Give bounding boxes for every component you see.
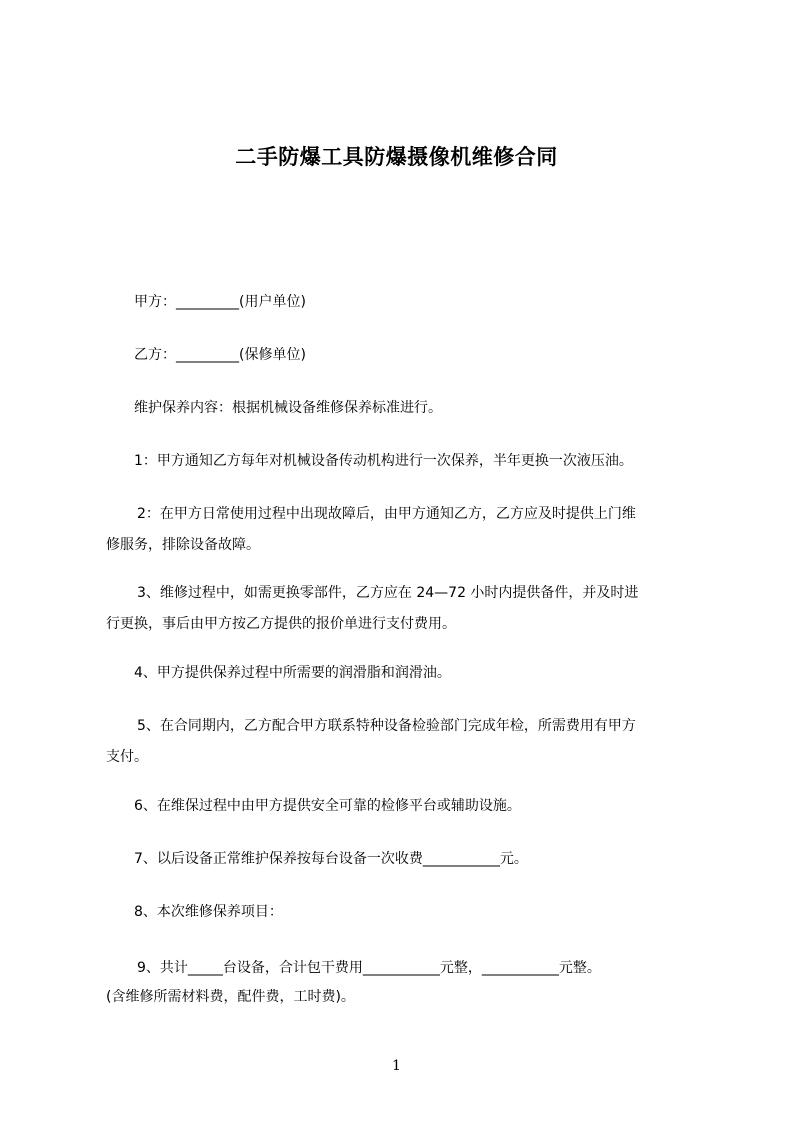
clause-1: 1：甲方通知乙方每年对机械设备传动机构进行一次保养，半年更换一次液压油。: [134, 453, 633, 469]
page-number: 1: [392, 1058, 401, 1074]
clause-9-line-2: (含维修所需材料费，配件费，工时费)。: [106, 989, 355, 1005]
clause-3-line-2: 行更换，事后由甲方按乙方提供的报价单进行支付费用。: [106, 616, 456, 632]
clause-4: 4、甲方提供保养过程中所需要的润滑脂和润滑油。: [134, 665, 451, 681]
clause-5-line-2: 支付。: [106, 749, 148, 765]
maintenance-scope: 维护保养内容：根据机械设备维修保养标准进行。: [134, 400, 442, 416]
party-a-line: 甲方：_________(用户单位): [134, 294, 306, 310]
clause-7: 7、以后设备正常维护保养按每台设备一次收费___________元。: [134, 851, 528, 867]
party-b-line: 乙方：_________(保修单位): [134, 347, 306, 363]
clause-3-line-1: 3、维修过程中，如需更换零部件，乙方应在 24—72 小时内提供备件，并及时进: [137, 585, 639, 601]
clause-8: 8、本次维修保养项目：: [134, 904, 283, 920]
clause-6: 6、在维保过程中由甲方提供安全可靠的检修平台或辅助设施。: [134, 798, 521, 814]
clause-9-line-1: 9、共计_____台设备，合计包干费用___________元整，___________元整。: [137, 960, 601, 976]
document-title: 二手防爆工具防爆摄像机维修合同: [235, 145, 558, 169]
clause-5-line-1: 5、在合同期内，乙方配合甲方联系特种设备检验部门完成年检，所需费用有甲方: [137, 718, 636, 734]
clause-2-line-2: 修服务，排除设备故障。: [106, 537, 260, 553]
clause-2-line-1: 2：在甲方日常使用过程中出现故障后，由甲方通知乙方，乙方应及时提供上门维: [137, 506, 636, 522]
